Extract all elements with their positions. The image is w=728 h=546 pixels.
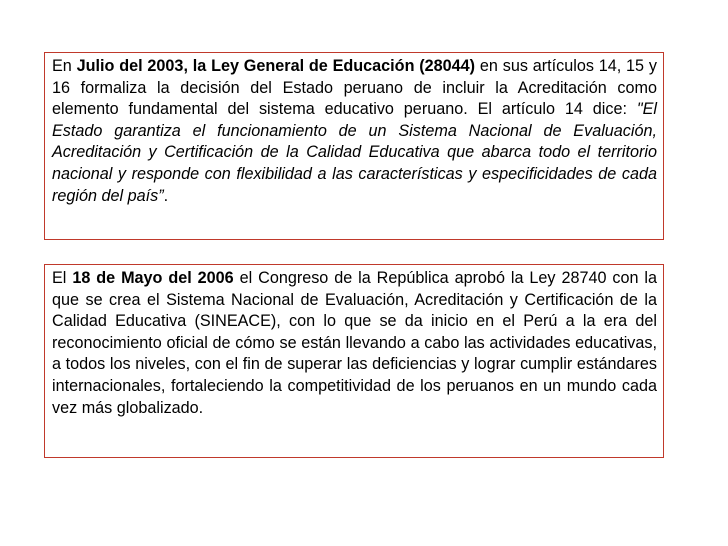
block1-pre: En [52, 57, 77, 75]
block1-end: . [163, 186, 169, 205]
text-box-ley-28044 [44, 52, 664, 240]
block1-date-law: Julio del 2003, la Ley General de Educación (28044) [76, 57, 476, 75]
block1-body: en sus artículos 14, 15 y 16 formaliza la decisión del Estado peruano de incluir la Acreditación como elemento fundamental del sistema educativo peruano. El artículo 14 dice: [52, 57, 657, 119]
block2-date: 18 de Mayo del 2006 [72, 269, 234, 287]
block2-body: el Congreso de la República aprobó la Ley 28740 con la que se crea el Sistema Nacional de Evaluación, Acreditación y Certificación de la Calidad Educativa (SINEACE), con lo que se da inicio en el Perú a la era del reconocimiento oficial de cómo se están llevando a cabo las actividades educativas, a todos los niveles, con el fin de superar las deficiencias y lograr cumplir estándares internacionales, fortaleciendo la competitividad de los peruanos en un mundo cada vez más globalizado. [52, 269, 657, 417]
text-box-ley-28740 [44, 264, 664, 458]
block1-quote: "El Estado garantiza el funcionamiento de un Sistema Nacional de Evaluación, Acreditación y Certificación de la Calidad Educativa que abarca todo el territorio nacional y responde con flexibilidad a las características y especificidades de cada región del país” [52, 100, 657, 205]
block2-pre: El [52, 269, 73, 287]
